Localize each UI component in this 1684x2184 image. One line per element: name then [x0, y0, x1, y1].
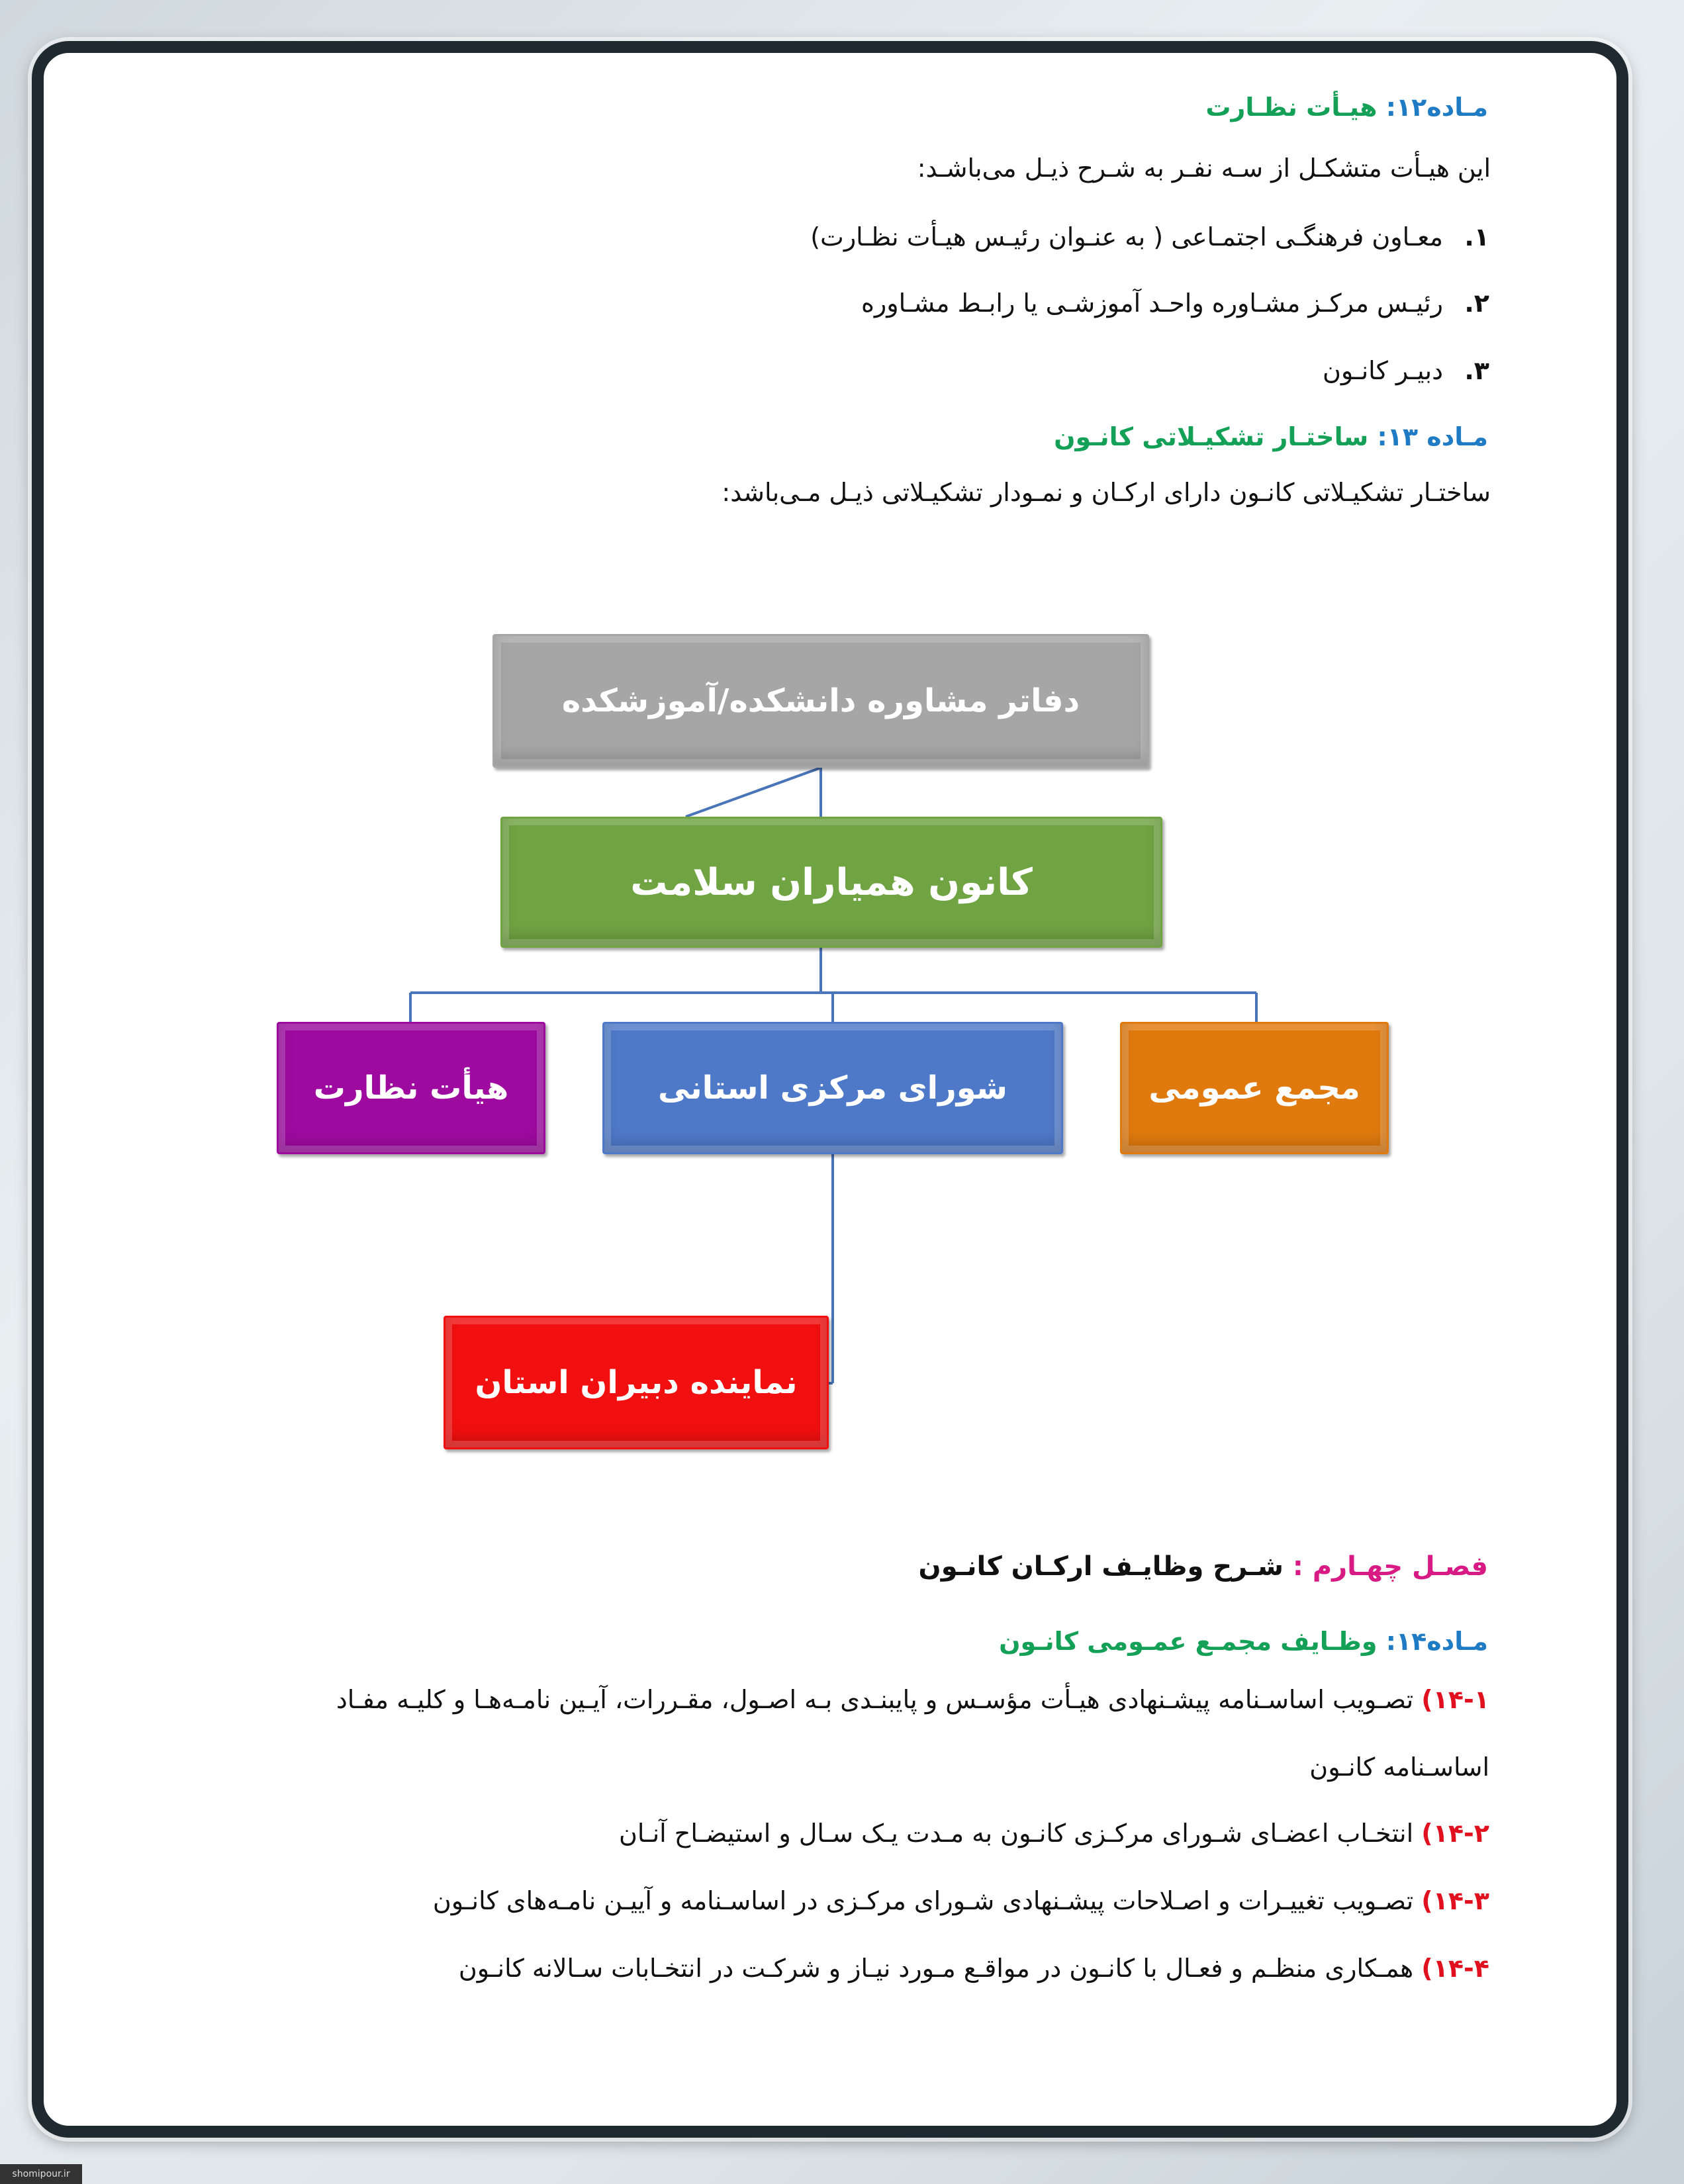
- org-box-supervisory-board: هیأت نظارت: [277, 1022, 545, 1154]
- list-item-continuation: اساسـنامه کانـون: [1309, 1752, 1489, 1782]
- list-item: ۱۴-۴) همـکاری منظـم و فعـال با کانـون در مواقـع مـورد نیـاز و شرکـت در انتخـابات سـالانه کانـون: [458, 1954, 1489, 1983]
- list-item: ۲.رئیـس مرکـز مشـاوره واحـد آموزشـی یا رابـط مشـاوره: [861, 289, 1489, 318]
- chapter-4-number: فصـل چهـارم :: [1292, 1551, 1488, 1582]
- list-item: ۱.معـاون فرهنگـی اجتمـاعی ( به عنـوان رئیـس هیـأت نظـارت): [810, 222, 1489, 251]
- list-item: ۱۴-۲) انتخـاب اعضـای شـورای مرکـزی کانـون به مـدت یـک سـال و استیضـاح آنـان: [618, 1819, 1489, 1848]
- article-12-intro: این هیـأت متشکـل از سـه نفـر به شـرح ذیـل می‌باشـد:: [917, 154, 1491, 183]
- article-14-heading: [999, 1627, 1488, 1656]
- org-box-general-assembly: مجمع عمومی: [1120, 1022, 1389, 1154]
- article-13-intro: ساختـار تشکیـلاتی کانـون دارای ارکـان و نمـودار تشکیـلاتی ذیـل مـی‌باشد:: [722, 478, 1491, 507]
- org-box-provincial-council: شورای مرکزی استانی: [602, 1022, 1063, 1154]
- article-14-title: وظـایف مجمـع عمـومی کانـون: [999, 1627, 1378, 1656]
- chapter-4-title: شـرح وظایـف ارکـان کانـون: [918, 1551, 1284, 1582]
- article-12-title: هیـأت نظـارت: [1205, 93, 1378, 122]
- list-item: ۱۴-۱) تصـویب اساسـنامه پیشـنهادی هیـأت مؤسـس و پایبنـدی بـه اصـول، مقـررات، آیـین نامـه‌هـا و کلیـه مفـاد: [336, 1685, 1489, 1714]
- org-box-provincial-secretaries-rep: نماینده دبیران استان: [444, 1316, 829, 1449]
- chapter-4-heading: [919, 1551, 1488, 1582]
- article-12-number: مـاده۱۲:: [1385, 93, 1488, 122]
- article-13-title: ساختـار تشکیـلاتی کانـون: [1054, 422, 1369, 451]
- list-item: ۳.دبیـر کانـون: [1322, 356, 1489, 385]
- article-13-number: مـاده ۱۳:: [1377, 422, 1488, 451]
- watermark-brand: shomipour.ir: [0, 2164, 82, 2184]
- article-14-number: مـاده۱۴:: [1385, 1627, 1488, 1656]
- org-box-health-assistants-center: کانون همیاران سلامت: [500, 817, 1162, 948]
- list-item: ۱۴-۳) تصـویب تغییـرات و اصـلاحات پیشـنهادی شـورای مرکـزی در اساسـنامه و آییـن نامـه‌های کانـون: [432, 1886, 1489, 1915]
- connector-line: [686, 768, 821, 817]
- org-box-counseling-offices: دفاتر مشاوره دانشکده/آموزشکده: [492, 634, 1149, 768]
